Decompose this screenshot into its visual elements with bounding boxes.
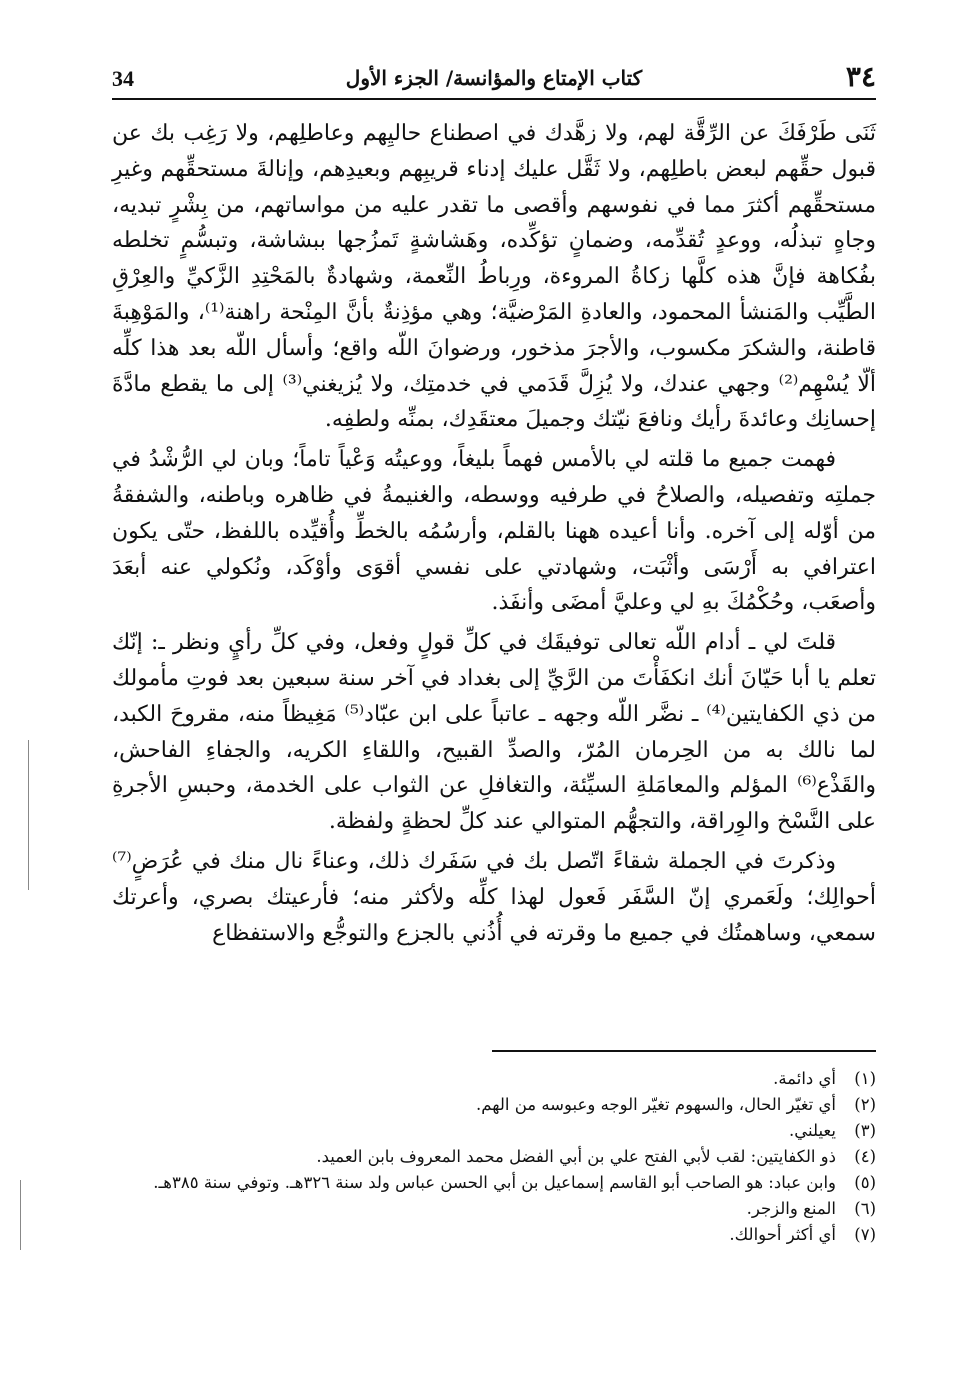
footnote	[112, 1196, 876, 1222]
page-number-latin: 34	[112, 66, 134, 91]
footnote	[112, 1144, 876, 1170]
footnote	[112, 1118, 876, 1144]
footnote-number: (٣)	[854, 1121, 876, 1140]
scan-margin-mark	[28, 740, 29, 890]
paragraph: ثَنَى طَرْفَكَ عن الرِّقَّة لهم، ولا زهَّدك في اصطناع حاليِهم وعاطلِهم، ولا رَغِب بك عن قبول حقِّهم لبعض باطلِهم، ولا ثَقَّل عليك إدناء قريبِهم وبعيدِهم، وإنالةَ مستحقِّهم وغيرِ مستحقِّهم أكثرَ مما في نفوسهم وأقصى ما تقدر عليه من مواساتهم، من بِشْرٍ تبديه، وجاهٍ تبذلُه، ووعدٍ تُقدِّمه، وضمانٍ تؤكِّده، وهَشاشةٍ تَمزُجها ببشاشة، وتبسُّمٍ تخلطه بفُكاهة فإنَّ هذه كلَّها زكاةُ المروءة، ورِباطُ النِّعمة، وشهادةٌ بالمَحْتِدِ الزَّكيِّ والعِرْقِ الطَّيِّب والمَنشأ المحمود، والعادةِ المَرْضيَّة؛ وهي مؤذِنةٌ بأنَّ المِنْحة راهنة⁽¹⁾، والمَوْهِبةَ قاطنة، والشكرَ مكسوب، والأجرَ مذخور، ورضوانَ اللّه واقع؛ وأسأل اللّه بعد هذا كلِّه ألّا يُسْهِم⁽²⁾ وجهي عندك، ولا يُزِلَّ قَدَمي في خدمتِك، ولا يُزيغني⁽³⁾ إلى ما يقطع مادَّةَ إحسانِك وعائدةَ رأيك ونافعَ نيّتك وجميلَ معتقَدِك، بمنِّه ولطفِه.	[112, 121, 876, 433]
footnote-text: أي تغيّر الحال، والسهوم تغيّر الوجه وعبوسه من الهم.	[476, 1095, 836, 1114]
running-header	[112, 58, 876, 100]
footnote-text: ذو الكفايتين: لقب لأبي الفتح علي بن أبي الفضل محمد المعروف بابن العميد.	[316, 1147, 836, 1166]
footnote-number: (٧)	[854, 1225, 876, 1244]
footnote-text: أي أكثر أحوالك.	[729, 1225, 836, 1244]
footnote-number: (١)	[854, 1069, 876, 1088]
footnote	[112, 1092, 876, 1118]
footnote	[112, 1222, 876, 1248]
footnote-number: (٦)	[854, 1199, 876, 1218]
page-number-arabic: ٣٤	[845, 60, 876, 93]
footnote-text: يعيلني.	[789, 1121, 836, 1140]
scan-margin-mark	[20, 1180, 21, 1250]
footnote-number: (٢)	[854, 1095, 876, 1114]
footnote-number: (٤)	[854, 1147, 876, 1166]
footnote-text: أي دائمة.	[773, 1069, 836, 1088]
footnote-number: (٥)	[854, 1173, 876, 1192]
footnote-separator	[492, 1050, 876, 1052]
main-text	[112, 116, 876, 955]
footnote-text: المنع والزجر.	[746, 1199, 836, 1218]
footnote-text: وابن عباد: هو الصاحب أبو القاسم إسماعيل بن أبي الحسن عباس ولد سنة ٣٢٦هـ. وتوفي سنة ٣٨٥هـ.	[153, 1173, 836, 1192]
paragraph: فهمت جميع ما قلته لي بالأمس فهماً بليغاً، ووعيتُه وَعْياً تاماً؛ وبان لي الرُّشْدُ في جملتِه وتفصيله، والصلاحُ في طرفيه ووسطه، والغنيمةُ في ظاهره وباطنه، والشفقةُ من أوّله إلى آخره. وأنا أعيده ههنا بالقلم، وأرسُمُه بالخطِّ وأُقيِّده باللفظ، حتّى يكون اعترافي به أَرْسَى وأثْبَت، وشهادتي على نفسي أقوَى وأوْكَد، ونُكولي عنه أبعَدَ وأصعَب، وحُكْمُكَ بهِ لي وعليَّ أمضَى وأنفَذ.	[112, 447, 876, 616]
footnotes	[112, 1066, 876, 1248]
book-title: كتاب الإمتاع والمؤانسة/ الجزء الأول	[345, 66, 643, 90]
paragraph: قلتَ لي ـ أدام اللّه تعالى توفيقَك في كلِّ قولٍ وفعل، وفي كلِّ رأيٍ ونظر ـ: إنّك تعلم يا أبا حَيّانَ أنك انكفَأْتَ من الرَّيِّ إلى بغداد في آخر سنة سبعين بعد فوتِ مأمولك من ذي الكفايتين⁽⁴⁾ ـ نضَّر اللّه وجهه ـ عاتباً على ابن عبّاد⁽⁵⁾ مَغِيظاً منه، مقروحَ الكبد، لما نالك به من الحِرمان المُرّ، والصدِّ القبيح، واللقاءِ الكريه، والجفاءِ الفاحش، والقَذْع⁽⁶⁾ المؤلم والمعامَلةِ السيِّئة، والتغافلِ عن الثواب على الخدمة، وحبسِ الأجرةِ على النَّسْخ والوِراقة، والتجهُّم المتوالي عند كلِّ لحظةٍ ولفظة.	[112, 630, 876, 835]
footnote	[112, 1066, 876, 1092]
footnote	[112, 1170, 876, 1196]
paragraph: وذكرتَ في الجملة شقاءً اتّصل بك في سَفَرك ذلك، وعناءً نال منك في عُرَضٍ⁽⁷⁾ أحوالِك؛ ولَعَمري إنّ السَّفَر فَعول لهذا كلِّه ولأكثر منه؛ فأرعيتك بصري، وأعرتك سمعي، وساهمتُك في جميع ما وقرته في أُذُني بالجزع والتوجُّع والاستفظاع	[112, 848, 876, 946]
